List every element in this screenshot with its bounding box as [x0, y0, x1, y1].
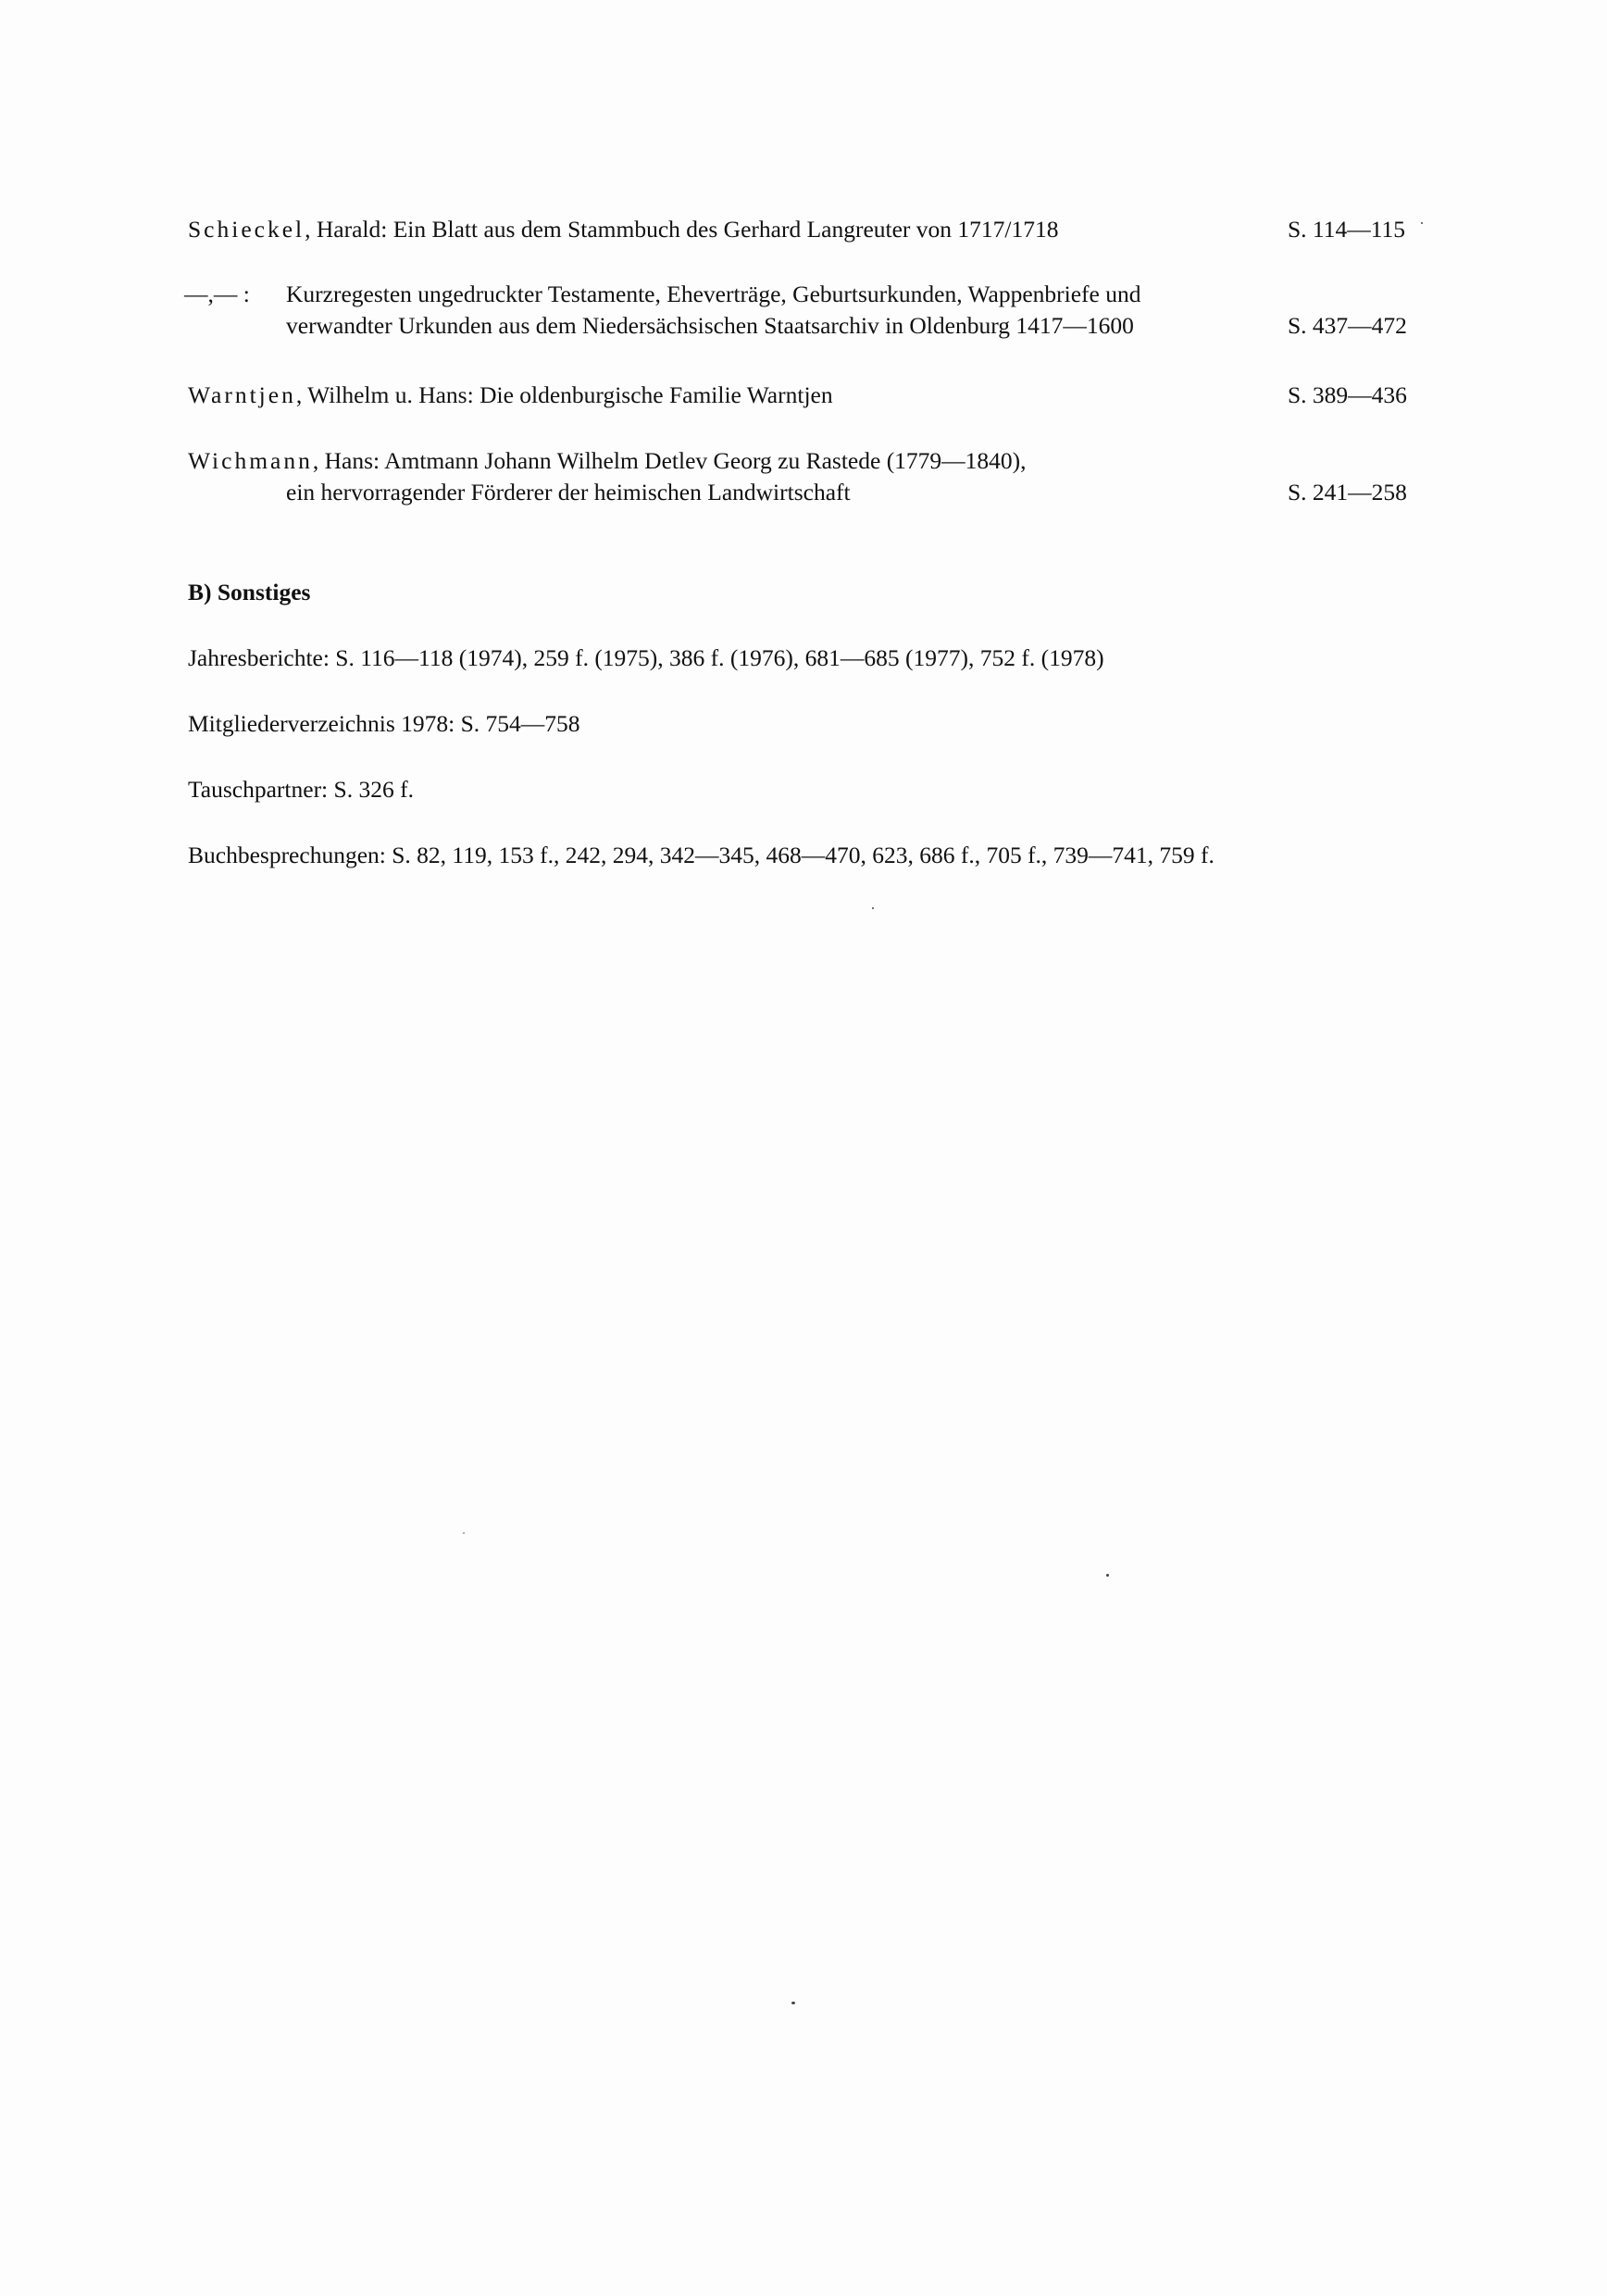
- entry-title-line2: verwandter Urkunden aus dem Niedersächsischen Staatsarchiv in Oldenburg 1417—1600: [286, 312, 1134, 339]
- section-heading: B) Sonstiges: [188, 579, 311, 605]
- entry-author: Wichmann: [188, 447, 313, 474]
- section-item-mitgliederverzeichnis: Mitgliederverzeichnis 1978: S. 754—758: [188, 710, 580, 737]
- entry-warntjen: [188, 381, 833, 409]
- entry-wichmann: [188, 447, 1027, 475]
- entry-schieckel: [188, 216, 1059, 243]
- entry-title-line2: ein hervorragender Förderer der heimischen Landwirtschaft: [286, 479, 851, 505]
- entry-pages: S. 114—115: [1288, 216, 1406, 243]
- entry-pages: S. 437—472: [1288, 312, 1407, 339]
- entry-pages: S. 241—258: [1288, 479, 1407, 505]
- entry-pages: S. 389—436: [1288, 381, 1407, 408]
- entry-author: Warntjen: [188, 381, 296, 408]
- scan-speck: [1421, 222, 1423, 224]
- scan-speck: [791, 2002, 795, 2004]
- scan-speck: [1106, 1574, 1109, 1577]
- section-item-buchbesprechungen: Buchbesprechungen: S. 82, 119, 153 f., 242, 294, 342—345, 468—470, 623, 686 f., 705 f., 739—741, 759 f.: [188, 842, 1215, 868]
- entry-author: Schieckel: [188, 216, 305, 243]
- section-item-tauschpartner: Tauschpartner: S. 326 f.: [188, 776, 414, 803]
- entry-title-line1: Kurzregesten ungedruckter Testamente, Eheverträge, Geburtsurkunden, Wappenbriefe und: [286, 281, 1141, 307]
- entry-title: , Wilhelm u. Hans: Die oldenburgische Familie Warntjen: [295, 381, 833, 408]
- scan-speck: [463, 1532, 465, 1534]
- entry-title: , Hans: Amtmann Johann Wilhelm Detlev Georg zu Rastede (1779—1840),: [312, 447, 1027, 474]
- ditto-marker: —,— :: [184, 281, 250, 307]
- section-item-jahresberichte: Jahresberichte: S. 116—118 (1974), 259 f. (1975), 386 f. (1976), 681—685 (1977), 752 f. (1978): [188, 644, 1104, 671]
- entry-title: , Harald: Ein Blatt aus dem Stammbuch des Gerhard Langreuter von 1717/1718: [305, 216, 1059, 243]
- scan-speck: [872, 907, 874, 909]
